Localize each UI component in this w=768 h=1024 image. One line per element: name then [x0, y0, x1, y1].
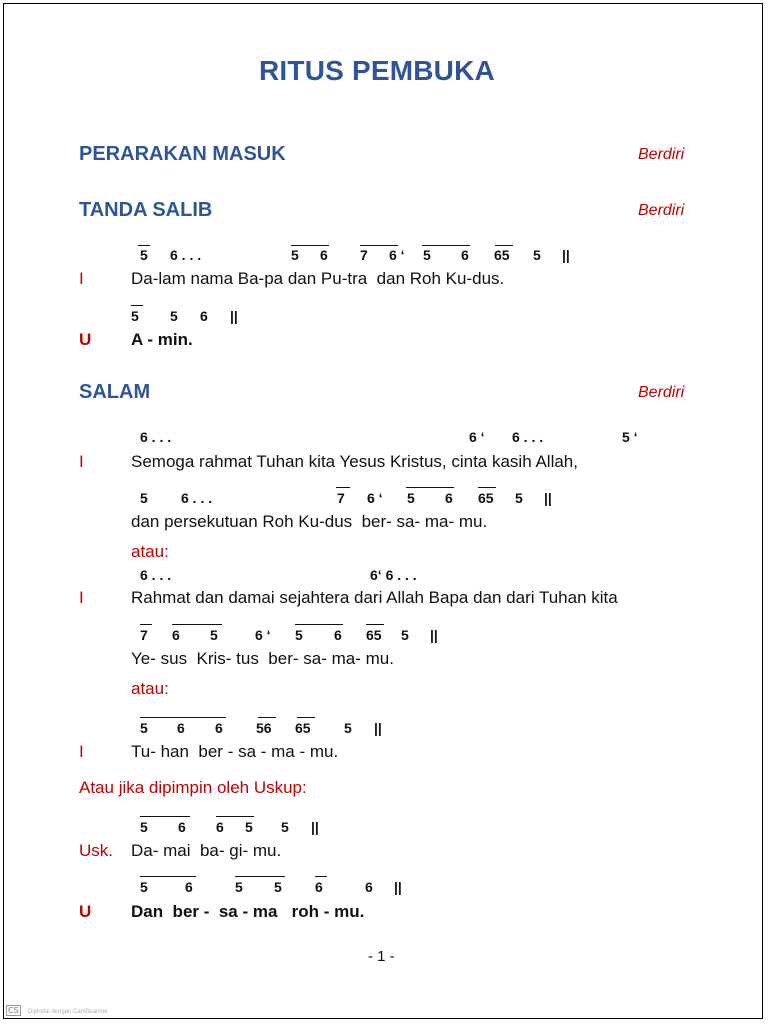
- note: 5: [407, 490, 415, 506]
- note: 5: [291, 247, 299, 263]
- note: 6 . . .: [140, 429, 172, 445]
- posture-salam: Berdiri: [638, 384, 685, 401]
- note: 6: [178, 819, 186, 835]
- lyric-line: Dan ber - sa - ma roh - mu.: [131, 902, 365, 921]
- note: ||: [562, 247, 570, 263]
- note: ||: [394, 879, 402, 895]
- note: 6: [461, 247, 469, 263]
- note: 5 ‘: [622, 429, 638, 445]
- speaker-label: U: [79, 330, 92, 349]
- note: 7: [140, 627, 148, 643]
- note: 5: [515, 490, 523, 506]
- note: 5: [245, 819, 253, 835]
- note: 6: [177, 720, 185, 736]
- lyric-line: Rahmat dan damai sejahtera dari Allah Bapa dan dari Tuhan kita: [131, 588, 618, 607]
- note: ||: [374, 720, 382, 736]
- note: 65: [366, 627, 382, 643]
- note: 7: [360, 247, 368, 263]
- note: ||: [230, 308, 238, 324]
- note: ||: [311, 819, 319, 835]
- note: 6: [365, 879, 373, 895]
- speaker-label: I: [79, 588, 84, 607]
- note: 6: [200, 308, 208, 324]
- page: [3, 3, 763, 1019]
- note: 5: [140, 819, 148, 835]
- note: 6 ‘: [469, 429, 485, 445]
- note: 7: [337, 490, 345, 506]
- note: 6 ‘: [255, 627, 271, 643]
- note: 5: [401, 627, 409, 643]
- speaker-label: I: [79, 742, 84, 761]
- lyric-line: dan persekutuan Roh Ku-dus ber- sa- ma- mu.: [131, 512, 488, 531]
- note: 6: [185, 879, 193, 895]
- lyric-line: Tu- han ber - sa - ma - mu.: [131, 742, 339, 761]
- heading-tanda-salib: TANDA SALIB: [79, 199, 213, 221]
- note: 5: [140, 879, 148, 895]
- note: 5: [344, 720, 352, 736]
- note: ||: [430, 627, 438, 643]
- note: 5: [210, 627, 218, 643]
- note: 6 ‘: [367, 490, 383, 506]
- lyric-line: Da-lam nama Ba-pa dan Pu-tra dan Roh Ku-dus.: [131, 269, 505, 288]
- note: 6 . . .: [181, 490, 213, 506]
- note: 5: [281, 819, 289, 835]
- speaker-label: I: [79, 269, 84, 288]
- page-title: RITUS PEMBUKA: [259, 55, 495, 86]
- note: 5: [533, 247, 541, 263]
- note: 6 ‘: [389, 247, 405, 263]
- note: 56: [256, 720, 272, 736]
- note: 5: [131, 308, 139, 324]
- note: 5: [140, 720, 148, 736]
- speaker-label: Usk.: [79, 841, 113, 860]
- speaker-label: U: [79, 902, 92, 921]
- note: 65: [494, 247, 510, 263]
- note: 5: [274, 879, 282, 895]
- heading-salam: SALAM: [79, 381, 151, 403]
- lyric-line: Semoga rahmat Tuhan kita Yesus Kristus, cinta kasih Allah,: [131, 452, 578, 471]
- note: 6: [445, 490, 453, 506]
- bishop-instruction: Atau jika dipimpin oleh Uskup:: [79, 778, 307, 797]
- note: 6: [216, 819, 224, 835]
- speaker-label: I: [79, 452, 84, 471]
- note: 6‘ 6 . . .: [370, 567, 417, 583]
- note: 6: [172, 627, 180, 643]
- note: ||: [544, 490, 552, 506]
- note: 5: [140, 247, 148, 263]
- note: 5: [295, 627, 303, 643]
- note: 65: [478, 490, 494, 506]
- note: 6 . . .: [140, 567, 172, 583]
- alternative-label: atau:: [131, 542, 169, 561]
- alternative-label: atau:: [131, 679, 169, 698]
- note: 6 . . .: [512, 429, 544, 445]
- note: 5: [423, 247, 431, 263]
- heading-perarakan-masuk: PERARAKAN MASUK: [79, 143, 286, 165]
- note: 6: [334, 627, 342, 643]
- lyric-line: A - min.: [131, 330, 193, 349]
- posture-perarakan: Berdiri: [638, 146, 685, 163]
- note: 6: [215, 720, 223, 736]
- note: 65: [295, 720, 311, 736]
- posture-tanda-salib: Berdiri: [638, 202, 685, 219]
- page-number: - 1 -: [368, 948, 395, 965]
- note: 5: [235, 879, 243, 895]
- note: 5: [140, 490, 148, 506]
- note: 6: [315, 879, 323, 895]
- note: 5: [170, 308, 178, 324]
- scanner-logo-icon: CS: [8, 1006, 19, 1015]
- lyric-line: Ye- sus Kris- tus ber- sa- ma- mu.: [131, 649, 394, 668]
- note: 6 . . .: [170, 247, 202, 263]
- lyric-line: Da- mai ba- gi- mu.: [131, 841, 282, 860]
- note: 6: [320, 247, 328, 263]
- scanner-watermark: Dipindai dengan CamScanner: [28, 1009, 109, 1015]
